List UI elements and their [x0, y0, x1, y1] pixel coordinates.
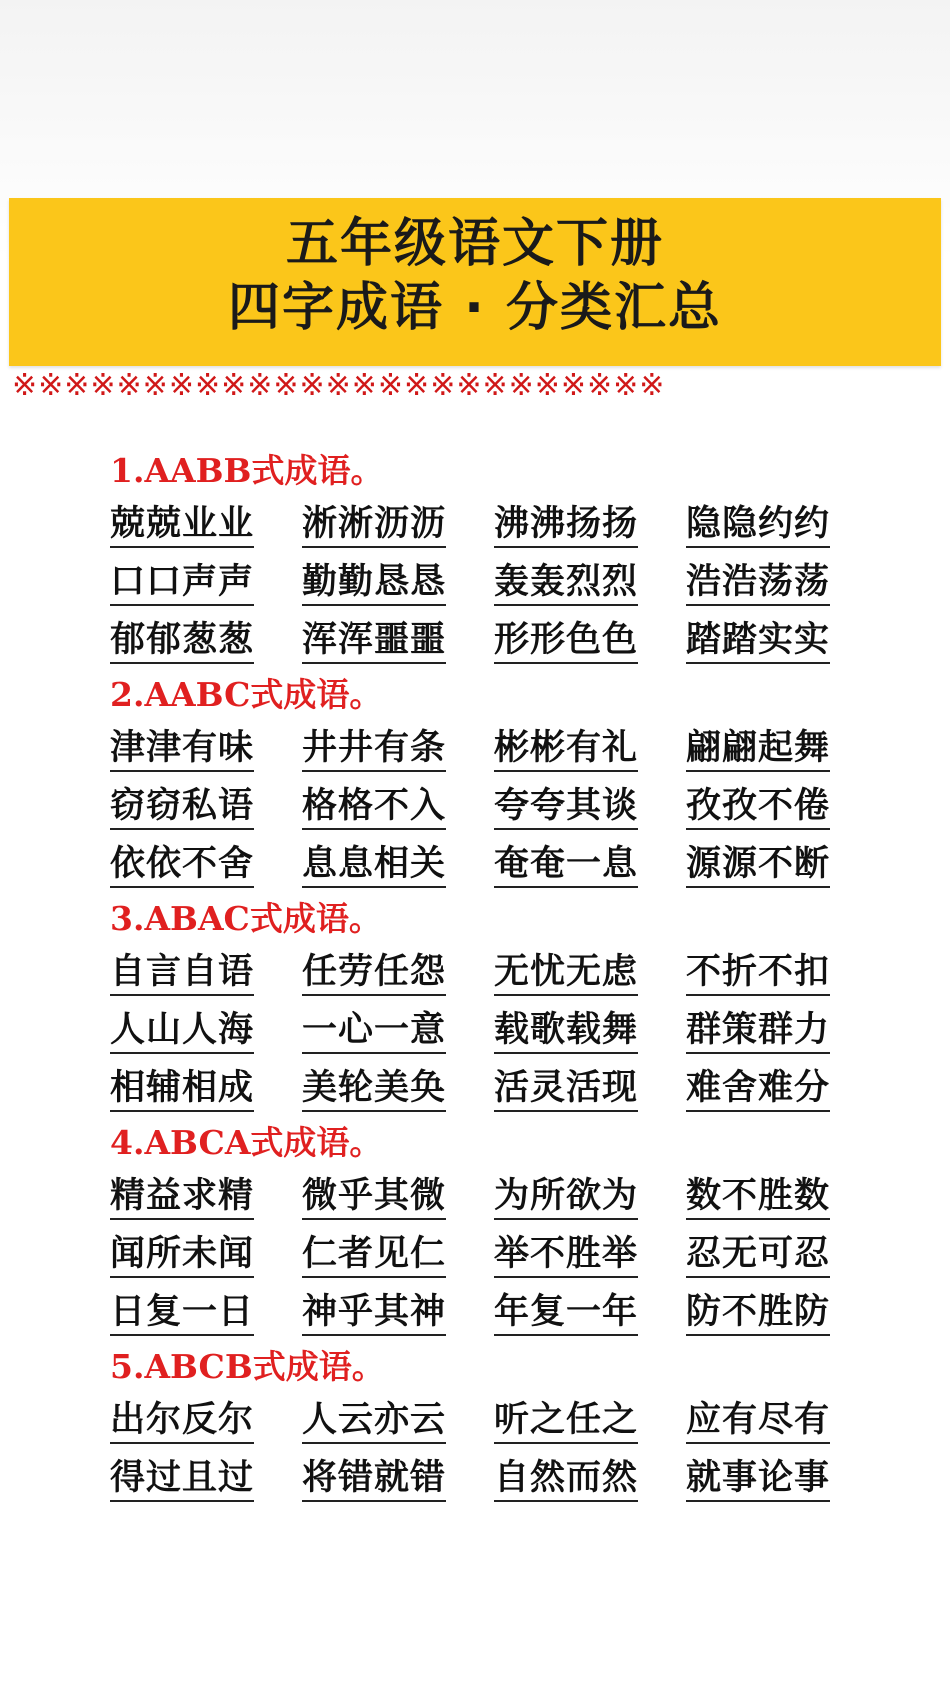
idiom-text: 微乎其微 [302, 1175, 446, 1220]
idiom-cell [110, 619, 302, 664]
idiom-text: 井井有条 [302, 727, 446, 772]
idiom-cell [110, 1291, 302, 1336]
idiom-row [110, 944, 850, 1002]
idiom-text: 仁者见仁 [302, 1233, 446, 1278]
idiom-text: 数不胜数 [686, 1175, 830, 1220]
idiom-text: 为所欲为 [494, 1175, 638, 1220]
section-title: 4.ABCA式成语。 [110, 1123, 383, 1162]
idiom-text: 自言自语 [110, 951, 254, 996]
idiom-row [110, 1284, 850, 1342]
idiom-text: 源源不断 [686, 843, 830, 888]
idiom-cell [494, 619, 686, 664]
idiom-text: 勤勤恳恳 [302, 561, 446, 606]
idiom-cell [302, 1009, 494, 1054]
idiom-text: 得过且过 [110, 1457, 254, 1502]
idiom-cell [110, 1233, 302, 1278]
idiom-section [110, 446, 850, 670]
idiom-cell [494, 727, 686, 772]
idiom-text: 踏踏实实 [686, 619, 830, 664]
idiom-cell [110, 843, 302, 888]
idiom-cell [686, 1291, 878, 1336]
idiom-text: 淅淅沥沥 [302, 503, 446, 548]
idiom-text: 听之任之 [494, 1399, 638, 1444]
idiom-text: 一心一意 [302, 1009, 446, 1054]
idiom-cell [686, 503, 878, 548]
idiom-text: 自然而然 [494, 1457, 638, 1502]
idiom-text: 轰轰烈烈 [494, 561, 638, 606]
idiom-cell [302, 1291, 494, 1336]
idiom-cell [302, 951, 494, 996]
idiom-text: 人云亦云 [302, 1399, 446, 1444]
idiom-text: 任劳任怨 [302, 951, 446, 996]
idiom-cell [110, 1009, 302, 1054]
idiom-row [110, 496, 850, 554]
idiom-cell [302, 843, 494, 888]
idiom-cell [302, 727, 494, 772]
idiom-text: 郁郁葱葱 [110, 619, 254, 664]
idiom-cell [494, 1291, 686, 1336]
idiom-section [110, 670, 850, 894]
decorative-pattern: ※※※※※※※※※※※※※※※※※※※※※※※※※ [12, 369, 666, 403]
idiom-text: 难舍难分 [686, 1067, 830, 1112]
idiom-cell [302, 1399, 494, 1444]
idiom-text: 依依不舍 [110, 843, 254, 888]
idiom-row [110, 1168, 850, 1226]
idiom-text: 忍无可忍 [686, 1233, 830, 1278]
idiom-cell [494, 1009, 686, 1054]
idiom-row [110, 612, 850, 670]
idiom-cell [686, 951, 878, 996]
idiom-cell [686, 1009, 878, 1054]
idiom-text: 举不胜举 [494, 1233, 638, 1278]
idiom-sections [110, 446, 850, 1508]
idiom-row [110, 1060, 850, 1118]
idiom-text: 相辅相成 [110, 1067, 254, 1112]
idiom-text: 闻所未闻 [110, 1233, 254, 1278]
idiom-cell [494, 1457, 686, 1502]
idiom-cell [494, 1175, 686, 1220]
idiom-text: 将错就错 [302, 1457, 446, 1502]
idiom-cell [302, 619, 494, 664]
idiom-text: 年复一年 [494, 1291, 638, 1336]
idiom-text: 浑浑噩噩 [302, 619, 446, 664]
idiom-text: 应有尽有 [686, 1399, 830, 1444]
idiom-cell [494, 503, 686, 548]
idiom-section [110, 894, 850, 1118]
idiom-cell [302, 1233, 494, 1278]
idiom-cell [494, 1067, 686, 1112]
idiom-cell [686, 619, 878, 664]
idiom-text: 翩翩起舞 [686, 727, 830, 772]
idiom-cell [302, 1175, 494, 1220]
idiom-text: 息息相关 [302, 843, 446, 888]
idiom-text: 浩浩荡荡 [686, 561, 830, 606]
idiom-row [110, 554, 850, 612]
idiom-text: 就事论事 [686, 1457, 830, 1502]
page-subtitle: 四字成语 · 分类汇总 [228, 278, 722, 338]
idiom-cell [110, 1175, 302, 1220]
idiom-row [110, 720, 850, 778]
idiom-text: 形形色色 [494, 619, 638, 664]
idiom-cell [494, 1233, 686, 1278]
idiom-text: 精益求精 [110, 1175, 254, 1220]
idiom-row [110, 1450, 850, 1508]
section-title: 5.ABCB式成语。 [110, 1347, 385, 1386]
idiom-cell [494, 843, 686, 888]
section-title: 1.AABB式成语。 [110, 451, 384, 490]
idiom-cell [494, 785, 686, 830]
idiom-cell [302, 503, 494, 548]
idiom-text: 美轮美奂 [302, 1067, 446, 1112]
idiom-cell [686, 727, 878, 772]
section-title: 3.ABAC式成语。 [110, 899, 382, 938]
idiom-section [110, 1118, 850, 1342]
idiom-text: 兢兢业业 [110, 503, 254, 548]
idiom-cell [494, 1399, 686, 1444]
idiom-cell [686, 561, 878, 606]
idiom-cell [110, 785, 302, 830]
idiom-cell [686, 1457, 878, 1502]
idiom-row [110, 1392, 850, 1450]
idiom-cell [302, 1457, 494, 1502]
idiom-cell [686, 1399, 878, 1444]
idiom-text: 津津有味 [110, 727, 254, 772]
idiom-row [110, 836, 850, 894]
idiom-text: 孜孜不倦 [686, 785, 830, 830]
idiom-text: 隐隐约约 [686, 503, 830, 548]
idiom-text: 群策群力 [686, 1009, 830, 1054]
section-title: 2.AABC式成语。 [110, 675, 383, 714]
idiom-text: 奄奄一息 [494, 843, 638, 888]
idiom-text: 彬彬有礼 [494, 727, 638, 772]
idiom-section [110, 1342, 850, 1508]
idiom-cell [302, 785, 494, 830]
idiom-cell [494, 561, 686, 606]
idiom-text: 人山人海 [110, 1009, 254, 1054]
idiom-text: 出尔反尔 [110, 1399, 254, 1444]
idiom-text: 沸沸扬扬 [494, 503, 638, 548]
idiom-text: 神乎其神 [302, 1291, 446, 1336]
idiom-cell [302, 561, 494, 606]
idiom-cell [110, 561, 302, 606]
idiom-cell [110, 1399, 302, 1444]
idiom-cell [110, 1457, 302, 1502]
idiom-text: 活灵活现 [494, 1067, 638, 1112]
idiom-row [110, 778, 850, 836]
idiom-cell [302, 1067, 494, 1112]
idiom-cell [110, 1067, 302, 1112]
idiom-cell [110, 727, 302, 772]
idiom-row [110, 1226, 850, 1284]
idiom-cell [686, 785, 878, 830]
idiom-text: 无忧无虑 [494, 951, 638, 996]
idiom-cell [686, 1067, 878, 1112]
idiom-text: 窃窃私语 [110, 785, 254, 830]
idiom-cell [686, 1233, 878, 1278]
idiom-text: 不折不扣 [686, 951, 830, 996]
title-banner [9, 198, 941, 366]
idiom-text: 日复一日 [110, 1291, 254, 1336]
idiom-text: 防不胜防 [686, 1291, 830, 1336]
idiom-text: 夸夸其谈 [494, 785, 638, 830]
idiom-cell [686, 843, 878, 888]
idiom-text: 格格不入 [302, 785, 446, 830]
idiom-text: 载歌载舞 [494, 1009, 638, 1054]
idiom-cell [110, 503, 302, 548]
idiom-cell [494, 951, 686, 996]
idiom-cell [686, 1175, 878, 1220]
idiom-cell [110, 951, 302, 996]
idiom-text: 口口声声 [110, 561, 254, 606]
idiom-row [110, 1002, 850, 1060]
page-title: 五年级语文下册 [285, 214, 664, 274]
